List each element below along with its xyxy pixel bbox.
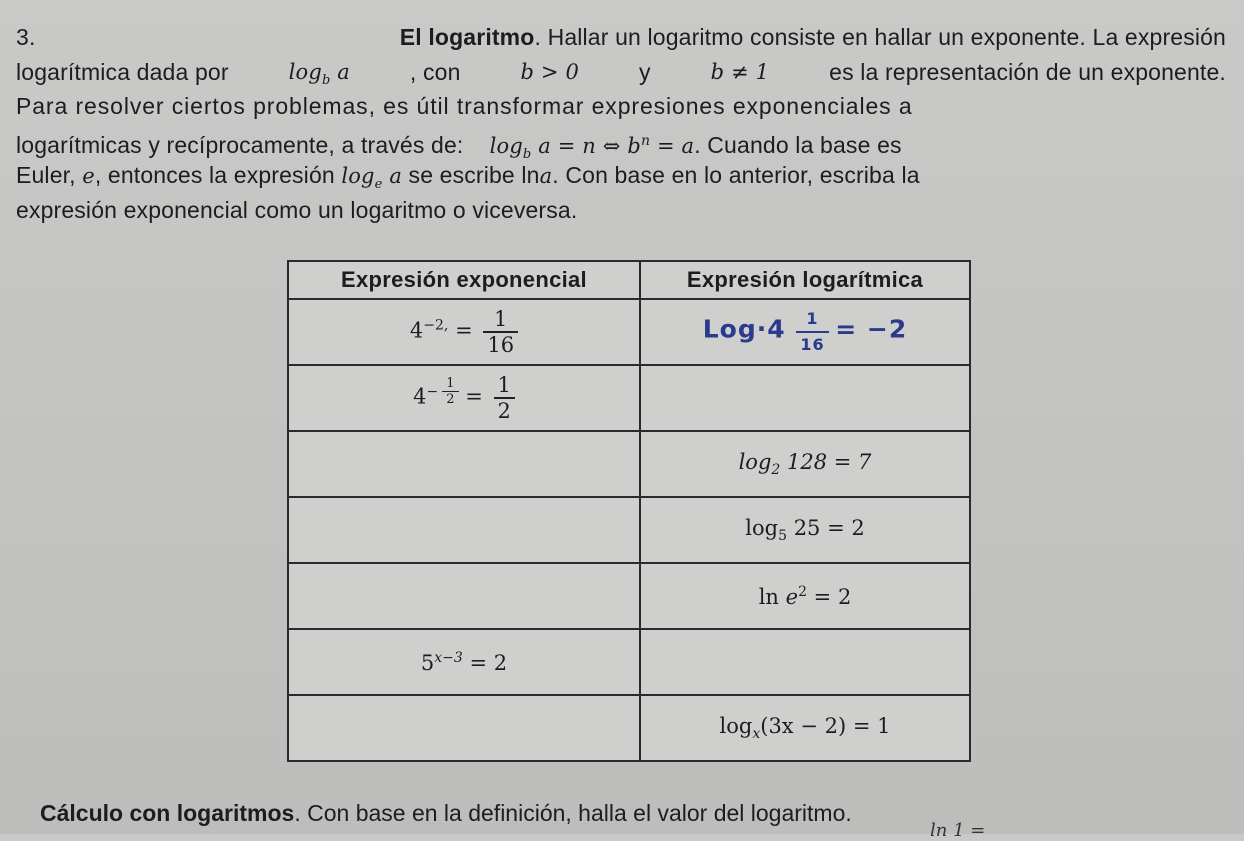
- statement-line-6: [16, 193, 1226, 228]
- statement-line-3: [16, 89, 1226, 124]
- condition-b-positive: b > 0: [520, 59, 580, 84]
- table-row: [288, 695, 970, 761]
- exercise-table: [287, 260, 971, 762]
- log-cell-handwritten[interactable]: Log·4 $\frac{1}{16}$ = −2: [640, 299, 970, 365]
- statement-text: . Con base en lo anterior, escriba la: [552, 162, 920, 188]
- ln-arg: a: [539, 164, 553, 188]
- log-cell-empty[interactable]: [640, 365, 970, 431]
- log-e-a: $\log_e a$: [341, 164, 402, 193]
- exp-cell-empty[interactable]: [288, 497, 640, 563]
- condition-b-not-one: b ≠ 1: [710, 59, 770, 84]
- log-b-a: $\log_b a$: [288, 59, 350, 88]
- exp-cell: $5^{x-3} = 2$: [288, 629, 640, 695]
- exp-cell-empty[interactable]: [288, 563, 640, 629]
- statement-text: , entonces la expresión: [94, 162, 335, 188]
- statement-text: . Hallar un logaritmo consiste en hallar un exponente. La expresión: [534, 24, 1226, 50]
- log-cell-empty[interactable]: [640, 629, 970, 695]
- exp-cell-empty[interactable]: [288, 431, 640, 497]
- ln-one-expression: ln 1 =: [930, 820, 986, 841]
- statement-text: expresión exponencial como un logaritmo o viceversa.: [16, 196, 578, 223]
- table-row: [288, 431, 970, 497]
- statement-line-4: [16, 124, 1226, 162]
- exp-cell: $4^{- \frac{1}{2}}$ = $\frac{1}{2}$: [288, 365, 640, 431]
- table-row: [288, 365, 970, 431]
- log-cell: $\ln e^2 = 2$: [640, 563, 970, 629]
- exercise-number: 3.: [16, 24, 36, 50]
- header-exponential: Expresión exponencial: [288, 261, 640, 299]
- statement-text: logarítmicas y recíprocamente, a través de:: [16, 131, 464, 158]
- table-row: [288, 563, 970, 629]
- exercise-3-statement: [16, 20, 1226, 227]
- statement-line-5: [16, 158, 1226, 193]
- log-cell: $\log_x(3x - 2) = 1$: [640, 695, 970, 761]
- statement-text: es la representación de un exponente.: [829, 58, 1226, 85]
- log-definition-equivalence: $\log_b a = n$ ⇔ $b^n = a$: [489, 132, 695, 162]
- header-logarithmic: Expresión logarítmica: [640, 261, 970, 299]
- statement-line-1: [16, 20, 1226, 55]
- exercise-4-heading: [40, 800, 852, 827]
- euler-e: e: [82, 164, 95, 188]
- statement-text: Para resolver ciertos problemas, es útil transformar expresiones exponenciales a: [16, 93, 913, 119]
- statement-line-2: [16, 55, 1226, 90]
- statement-text: , con: [409, 58, 461, 85]
- exp-cell-empty[interactable]: [288, 695, 640, 761]
- statement-text: se escribe ln: [408, 162, 540, 188]
- statement-text: Euler,: [16, 162, 76, 188]
- table-row: [288, 299, 970, 365]
- exercise-title: El logaritmo: [399, 24, 535, 50]
- statement-text: y: [639, 58, 651, 85]
- statement-text: . Cuando la base es: [694, 131, 902, 158]
- statement-text: logarítmica dada por: [16, 58, 229, 85]
- exp-cell: $4^{-2,}$ = $\frac{1}{16}$: [288, 299, 640, 365]
- exercise-4-text: . Con base en la definición, halla el valor del logaritmo.: [294, 800, 852, 826]
- table-row: [288, 497, 970, 563]
- exercise-4-title: Cálculo con logaritmos: [40, 800, 295, 826]
- table-row: [288, 629, 970, 695]
- log-cell: $\log_2 128 = 7$: [640, 431, 970, 497]
- log-cell: $\log_5 25 = 2$: [640, 497, 970, 563]
